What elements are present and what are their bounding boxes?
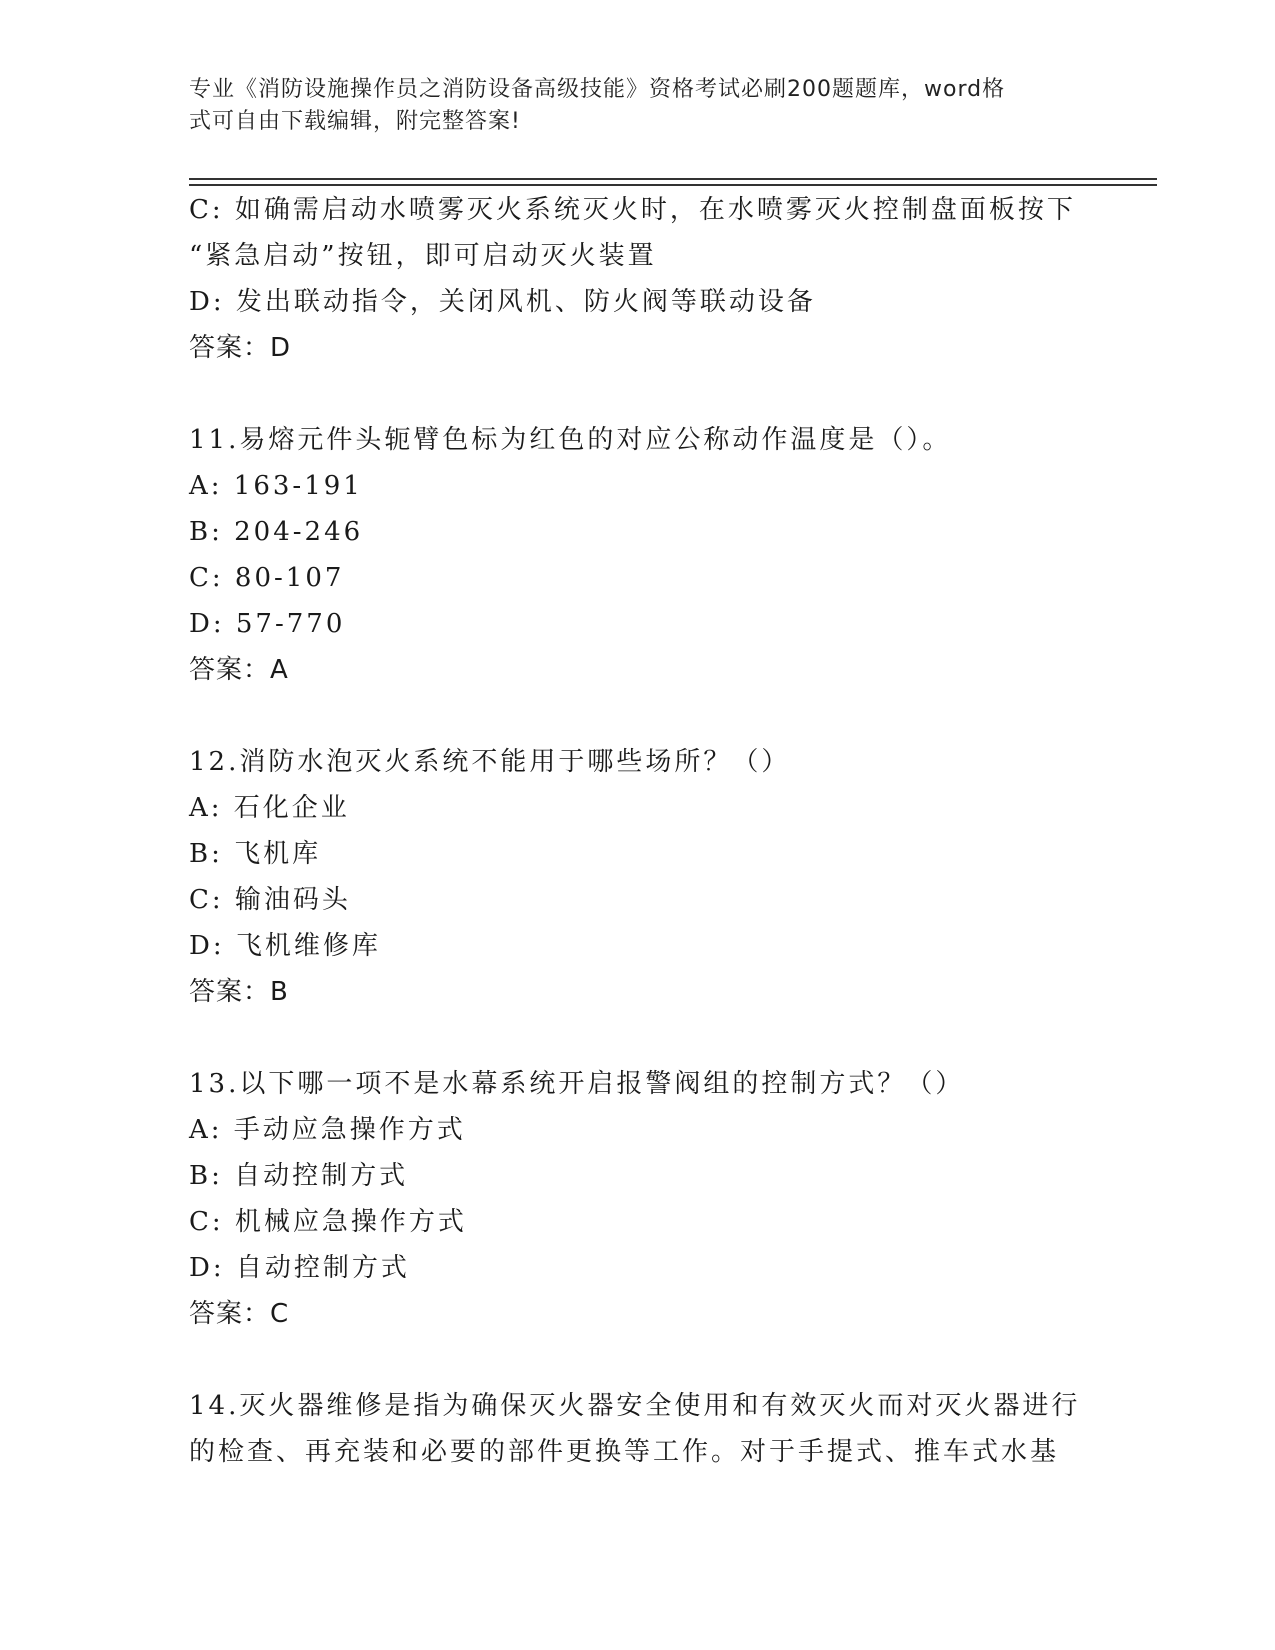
q13-question: 13.以下哪一项不是水幕系统开启报警阀组的控制方式？（） xyxy=(189,1069,965,1099)
q13-option-d: D: 自动控制方式 xyxy=(189,1253,410,1283)
question-14-block xyxy=(189,1383,1089,1475)
q11-option-d: D: 57-770 xyxy=(189,609,346,639)
header-divider-top xyxy=(189,178,1157,180)
question-11-block xyxy=(189,417,1089,693)
q11-question: 11.易熔元件头轭臂色标为红色的对应公称动作温度是（）。 xyxy=(189,425,952,455)
spacer xyxy=(189,1015,1089,1061)
q12-option-c: C: 输油码头 xyxy=(189,885,351,915)
question-10-block xyxy=(189,187,1089,371)
q11-answer: 答案：A xyxy=(189,655,289,685)
spacer xyxy=(189,371,1089,417)
q14-question-line-1: 14.灭火器维修是指为确保灭火器安全使用和有效灭火而对灭火器进行 xyxy=(189,1391,1081,1421)
q12-option-a: A: 石化企业 xyxy=(189,793,350,823)
q13-option-b: B: 自动控制方式 xyxy=(189,1161,409,1191)
spacer xyxy=(189,693,1089,739)
q12-answer: 答案：B xyxy=(189,977,289,1007)
spacer xyxy=(189,1337,1089,1383)
q13-option-c: C: 机械应急操作方式 xyxy=(189,1207,467,1237)
document-header xyxy=(189,74,1089,138)
q12-question: 12.消防水泡灭火系统不能用于哪些场所？（） xyxy=(189,747,791,777)
document-body xyxy=(189,187,1089,1475)
q13-option-a: A: 手动应急操作方式 xyxy=(189,1115,466,1145)
header-divider-bottom xyxy=(189,184,1157,186)
q13-answer: 答案：C xyxy=(189,1299,290,1329)
question-12-block xyxy=(189,739,1089,1015)
q10-option-d: D: 发出联动指令，关闭风机、防火阀等联动设备 xyxy=(189,287,816,317)
q11-option-b: B: 204-246 xyxy=(189,517,364,547)
q11-option-a: A: 163-191 xyxy=(189,471,363,501)
q10-answer: 答案：D xyxy=(189,333,292,363)
q11-option-c: C: 80-107 xyxy=(189,563,345,593)
header-line-2: 式可自由下载编辑，附完整答案! xyxy=(189,109,521,134)
q10-option-c-line-2: “紧急启动”按钮，即可启动灭火装置 xyxy=(189,241,657,271)
q12-option-d: D: 飞机维修库 xyxy=(189,931,381,961)
question-13-block xyxy=(189,1061,1089,1337)
header-line-1: 专业《消防设施操作员之消防设备高级技能》资格考试必刷200题题库，word格 xyxy=(189,77,1006,102)
q10-option-c-line-1: C: 如确需启动水喷雾灭火系统灭火时，在水喷雾灭火控制盘面板按下 xyxy=(189,195,1076,225)
q12-option-b: B: 飞机库 xyxy=(189,839,322,869)
q14-question-line-2: 的检查、再充装和必要的部件更换等工作。对于手提式、推车式水基 xyxy=(189,1437,1060,1467)
